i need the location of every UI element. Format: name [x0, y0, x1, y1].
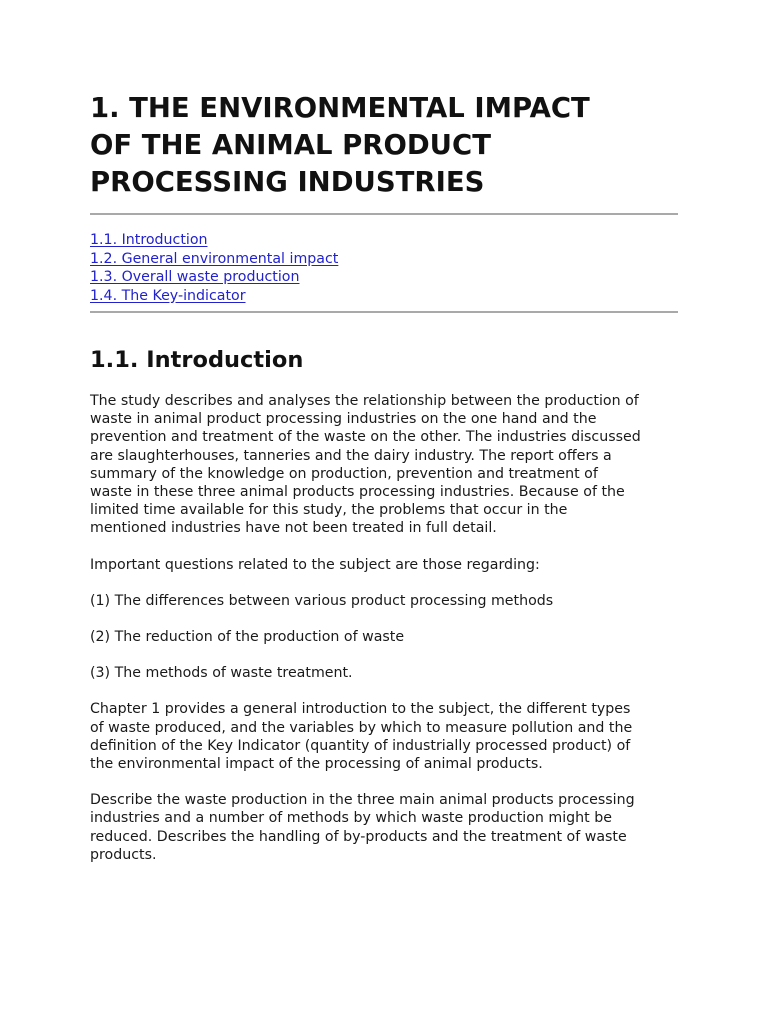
body-paragraph — [90, 791, 690, 864]
divider-top — [90, 213, 678, 215]
paragraph-line: prevention and treatment of the waste on the other. The industries discussed — [90, 429, 641, 446]
paragraph-line: (1) The differences between various product processing methods — [90, 592, 554, 609]
page-title-line: OF THE ANIMAL PRODUCT — [90, 129, 491, 161]
paragraph-line: Describe the waste production in the three main animal products processing — [90, 792, 635, 809]
body-paragraph — [90, 592, 690, 610]
paragraph-line: products. — [90, 846, 157, 863]
toc-item — [90, 250, 338, 269]
paragraph-line: waste in animal product processing industries on the one hand and the — [90, 411, 597, 428]
paragraph-line: limited time available for this study, the problems that occur in the — [90, 502, 568, 519]
page-title — [90, 90, 690, 201]
toc-link-introduction[interactable]: 1.1. Introduction — [90, 232, 208, 248]
toc-item — [90, 268, 338, 287]
toc-link-general-environmental-impact[interactable]: 1.2. General environmental impact — [90, 250, 339, 267]
page-title-line: 1. THE ENVIRONMENTAL IMPACT — [90, 92, 590, 124]
body-paragraph — [90, 556, 690, 574]
paragraph-line: are slaughterhouses, tanneries and the dairy industry. The report offers a — [90, 447, 612, 464]
divider-bottom — [90, 311, 678, 313]
paragraph-line: (3) The methods of waste treatment. — [90, 665, 353, 682]
toc-item — [90, 231, 338, 250]
toc-link-overall-waste-production[interactable]: 1.3. Overall waste production — [90, 269, 300, 285]
paragraph-line: of waste produced, and the variables by which to measure pollution and the — [90, 719, 633, 736]
section-heading: 1.1. Introduction — [90, 347, 304, 373]
paragraph-line: Chapter 1 provides a general introduction to the subject, the different types — [90, 701, 631, 718]
paragraph-line: industries and a number of methods by which waste production might be — [90, 810, 612, 827]
paragraph-line: Important questions related to the subject are those regarding: — [90, 556, 540, 573]
paragraph-line: summary of the knowledge on production, prevention and treatment of — [90, 465, 598, 482]
paragraph-line: the environmental impact of the processing of animal products. — [90, 756, 543, 773]
toc-item — [90, 287, 338, 306]
body-paragraph — [90, 628, 690, 646]
table-of-contents — [90, 231, 338, 305]
toc-link-key-indicator[interactable]: 1.4. The Key-indicator — [90, 287, 246, 304]
page-title-line: PROCESSING INDUSTRIES — [90, 166, 485, 198]
paragraph-line: (2) The reduction of the production of waste — [90, 629, 405, 646]
body-paragraph — [90, 700, 690, 773]
paragraph-line: waste in these three animal products processing industries. Because of the — [90, 484, 625, 501]
paragraph-line: reduced. Describes the handling of by-products and the treatment of waste — [90, 828, 627, 845]
body-paragraph — [90, 392, 690, 538]
body-paragraph — [90, 664, 690, 682]
paragraph-line: mentioned industries have not been treated in full detail. — [90, 520, 497, 537]
section-body — [90, 392, 690, 882]
paragraph-line: The study describes and analyses the relationship between the production of — [90, 393, 639, 409]
paragraph-line: definition of the Key Indicator (quantity of industrially processed product) of — [90, 737, 631, 754]
